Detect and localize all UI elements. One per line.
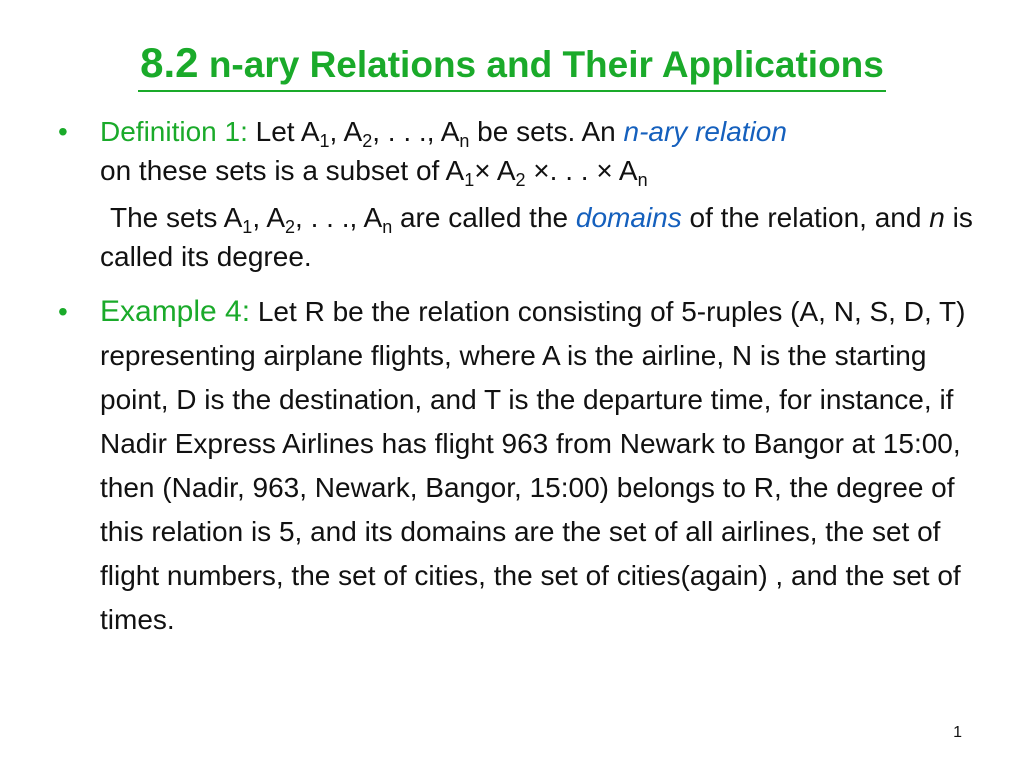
definition-text: Let $A_1$, $A_2$, . . ., $A_n$ be sets. An n-ary relation on these sets is a subset of $A_1\times A_2$ ×. . . × $A_n$ [100, 116, 787, 190]
slide-title [138, 40, 886, 92]
example-text: Let R be the relation consisting of 5-ruples (A, N, S, D, T) representing airplane flights, where A is the airline, N is the starting point, D is the destination, and T is the departure time, for instance, if Nadir Express Airlines has flight 963 from Newark to Bangor at 15:00, then (Nadir, 963, Newark, Bangor, 15:00) belongs to R, the degree of this relation is 5, and its domains are the set of all airlines, the set of flight numbers, the set of cities, the set of cities(again) , and the set of times. [100, 296, 966, 635]
section-number: 8.2 [140, 39, 199, 86]
bullet-definition [58, 112, 988, 190]
definition-domains-paragraph: The sets $A_1$, $A_2$, . . ., $A_n$ are called the domains of the relation, and n is called its degree. [100, 202, 973, 272]
page-number: 1 [953, 724, 962, 741]
example-label: Example 4: [100, 295, 251, 328]
bullet-example [58, 290, 988, 642]
title-container [0, 40, 1024, 92]
title-text: n-ary Relations and Their Applications [208, 44, 884, 85]
slide-content [58, 112, 988, 642]
term-domains: domains [575, 202, 682, 233]
definition-label: Definition 1: [100, 116, 248, 147]
bullet-icon: • [58, 296, 68, 327]
degree-variable: n [929, 202, 945, 233]
term-n-ary-relation: n-ary relation [623, 116, 787, 147]
bullet-icon: • [58, 116, 68, 147]
